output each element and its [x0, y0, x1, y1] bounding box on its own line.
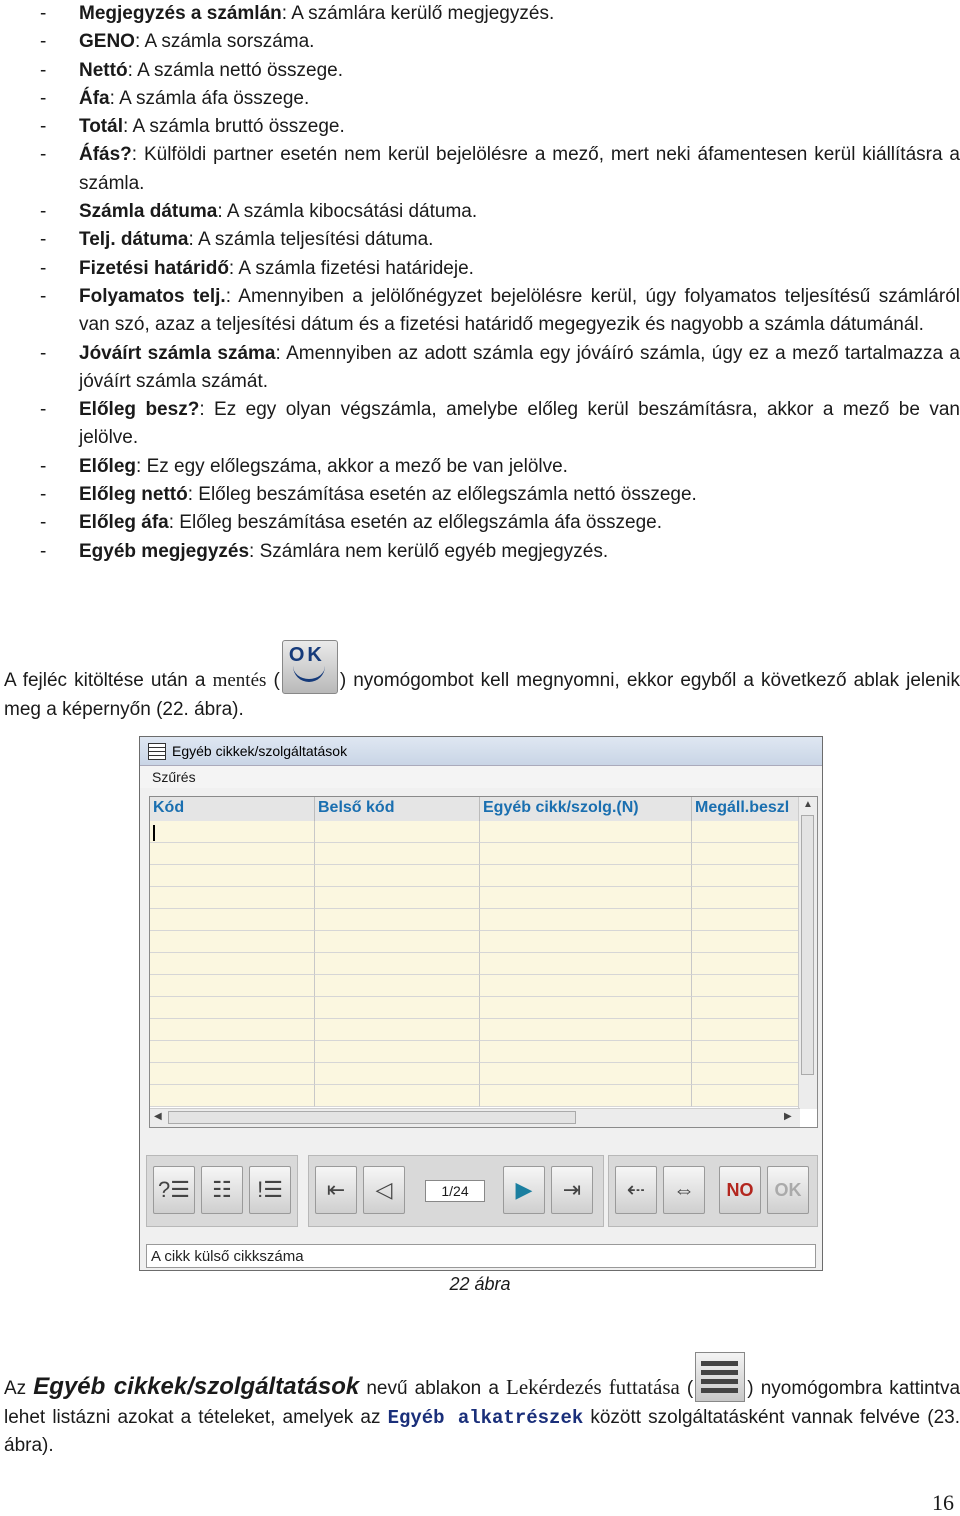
table-cell[interactable] — [150, 997, 315, 1019]
toolbar-group-navigation — [308, 1155, 604, 1227]
next-record-button[interactable]: ▶ — [503, 1166, 545, 1214]
table-cell[interactable] — [150, 1019, 315, 1041]
scroll-up-icon[interactable]: ▲ — [803, 799, 813, 810]
list-item-desc: : A számla bruttó összege. — [122, 116, 345, 138]
table-row[interactable] — [150, 1063, 800, 1085]
query-info-button[interactable]: !☰ — [249, 1166, 291, 1214]
table-cell[interactable] — [480, 1019, 692, 1041]
delete-row-button[interactable]: ⇠ — [615, 1166, 657, 1214]
table-cell[interactable] — [480, 887, 692, 909]
list-item-desc: : A számla fizetési határideje. — [228, 257, 474, 279]
table-row[interactable] — [150, 1085, 800, 1107]
list-dash: - — [40, 229, 47, 251]
table-row[interactable] — [150, 997, 800, 1019]
window-titlebar[interactable] — [140, 737, 822, 766]
list-item-desc: : Ez egy előlegszáma, akkor a mező be van jelölve. — [136, 455, 568, 477]
list-item-text — [79, 226, 960, 254]
list-dash: - — [40, 399, 47, 421]
menu-filter[interactable]: Szűrés — [152, 769, 196, 785]
table-cell[interactable] — [692, 1041, 800, 1063]
record-counter: 1/24 — [425, 1180, 485, 1202]
scroll-left-icon[interactable]: ◀ — [154, 1111, 162, 1122]
list-item — [40, 57, 960, 85]
list-item — [40, 283, 960, 340]
list-dash: - — [40, 484, 47, 506]
list-dash: - — [40, 285, 47, 307]
list-item — [40, 453, 960, 481]
para2-window-name: Egyéb cikkek/szolgáltatások — [33, 1373, 360, 1400]
text-cursor — [153, 825, 155, 841]
ok-save-icon — [282, 640, 338, 694]
table-cell[interactable] — [150, 953, 315, 975]
table-cell[interactable] — [315, 997, 480, 1019]
para1-serif-word: mentés — [212, 670, 267, 691]
other-items-window — [139, 736, 823, 1271]
list-dash: - — [40, 257, 47, 279]
paragraph-query-instruction — [4, 1352, 960, 1461]
list-item-term: GENO — [79, 31, 135, 53]
column-header-item-name[interactable]: Egyéb cikk/szolg.(N) — [480, 797, 692, 821]
table-cell[interactable] — [315, 865, 480, 887]
list-item-term: Totál — [79, 116, 123, 138]
table-row[interactable] — [150, 821, 800, 843]
list-item-term: Nettó — [79, 59, 128, 81]
list-item-text — [79, 0, 960, 28]
table-cell[interactable] — [150, 821, 315, 843]
list-item-text — [79, 57, 960, 85]
table-cell[interactable] — [480, 865, 692, 887]
definition-list — [40, 0, 960, 566]
table-cell[interactable] — [480, 821, 692, 843]
table-cell[interactable] — [480, 975, 692, 997]
window-toolbar — [146, 1155, 818, 1227]
list-item-text — [79, 509, 960, 537]
list-item-text — [79, 28, 960, 56]
list-item — [40, 141, 960, 198]
items-grid[interactable] — [149, 796, 818, 1128]
para2-text-middle: nevű ablakon a — [359, 1378, 507, 1399]
table-cell[interactable] — [150, 843, 315, 865]
list-item-text — [79, 283, 960, 340]
query-help-button[interactable]: ?☰ — [153, 1166, 195, 1214]
table-cell[interactable] — [315, 931, 480, 953]
list-item — [40, 226, 960, 254]
list-item — [40, 28, 960, 56]
para2-run-query-phrase: Lekérdezés futtatása — [506, 1375, 680, 1399]
table-cell[interactable] — [692, 887, 800, 909]
list-dash: - — [40, 201, 47, 223]
para2-paren-open: ( — [679, 1378, 694, 1399]
list-item-desc: : A számla teljesítési dátuma. — [188, 229, 434, 251]
list-item-term: Megjegyzés a számlán — [79, 3, 282, 24]
list-item-desc: : Amennyiben a jelölőnégyzet bejelölésre kerül, úgy folyamatos teljesítésű számláról van szó, azaz a teljesítési dátum és a fizetési határidő megegyezik és nagyobb a számla dátumánál. — [79, 285, 960, 336]
scroll-right-icon[interactable]: ▶ — [784, 1111, 792, 1122]
table-cell[interactable] — [692, 1063, 800, 1085]
list-item-desc: : Külföldi partner esetén nem kerül bejelölésre a mező, mert neki áfamentesen kerül kiállításra a számla. — [79, 144, 960, 194]
list-item — [40, 481, 960, 509]
list-item-text — [79, 340, 960, 397]
paragraph-save-instruction — [4, 640, 960, 724]
toolbar-group-actions — [608, 1155, 818, 1227]
table-row[interactable] — [150, 887, 800, 909]
table-cell[interactable] — [315, 1041, 480, 1063]
table-cell[interactable] — [480, 1063, 692, 1085]
vertical-scroll-thumb[interactable] — [801, 815, 814, 1075]
table-cell[interactable] — [692, 865, 800, 887]
para1-text-end: ) nyomógombot kell megnyomni, ekkor egyből a következő ablak jelenik meg a képernyőn (22. ábra). — [4, 670, 960, 720]
list-item-text — [79, 538, 960, 566]
table-cell[interactable] — [692, 1019, 800, 1041]
list-dash: - — [40, 342, 47, 364]
horizontal-scroll-thumb[interactable] — [168, 1111, 576, 1124]
table-cell[interactable] — [150, 909, 315, 931]
list-dash: - — [40, 512, 47, 534]
table-row[interactable] — [150, 1041, 800, 1063]
table-cell[interactable] — [150, 931, 315, 953]
list-item — [40, 396, 960, 453]
table-cell[interactable] — [315, 1085, 480, 1107]
window-menubar — [140, 766, 822, 788]
table-cell[interactable] — [315, 909, 480, 931]
window-title: Egyéb cikkek/szolgáltatások — [172, 743, 348, 759]
para2-text-end: között szolgáltatásként vannak felvéve (23. ábra). — [4, 1406, 960, 1456]
ok-button-disabled[interactable]: OK — [767, 1166, 809, 1214]
table-row[interactable] — [150, 931, 800, 953]
table-row[interactable] — [150, 843, 800, 865]
window-app-icon — [148, 743, 166, 760]
table-cell[interactable] — [315, 887, 480, 909]
table-cell[interactable] — [480, 1085, 692, 1107]
list-dash: - — [40, 59, 47, 81]
list-item-desc: : Számlára nem kerülő egyéb megjegyzés. — [249, 540, 609, 562]
table-cell[interactable] — [480, 997, 692, 1019]
list-item-text — [79, 396, 960, 453]
table-cell[interactable] — [150, 887, 315, 909]
list-item-desc: : Amennyiben az adott számla egy jóváíró számla, úgy ez a mező tartalmazza a jóváírt számla számát. — [79, 342, 960, 392]
table-cell[interactable] — [692, 909, 800, 931]
list-item — [40, 340, 960, 397]
table-cell[interactable] — [692, 1085, 800, 1107]
table-cell[interactable] — [150, 975, 315, 997]
list-dash: - — [40, 3, 47, 24]
table-cell[interactable] — [480, 953, 692, 975]
list-dash: - — [40, 144, 47, 166]
table-cell[interactable] — [315, 821, 480, 843]
table-cell[interactable] — [692, 997, 800, 1019]
grid-header — [150, 797, 800, 821]
run-query-icon — [695, 1352, 745, 1402]
list-item-term: Előleg — [79, 455, 137, 477]
table-row[interactable] — [150, 909, 800, 931]
list-item-term: Telj. dátuma — [79, 229, 189, 251]
table-row[interactable] — [150, 975, 800, 997]
list-item-term: Áfás? — [79, 144, 132, 166]
list-item-text — [79, 113, 960, 141]
list-item-term: Előleg nettó — [79, 484, 188, 506]
list-item-text — [79, 85, 960, 113]
table-cell[interactable] — [150, 865, 315, 887]
list-item — [40, 509, 960, 537]
toolbar-group-query — [146, 1155, 298, 1227]
table-cell[interactable] — [692, 931, 800, 953]
list-item — [40, 0, 960, 28]
vertical-scrollbar[interactable] — [798, 797, 817, 1109]
list-dash: - — [40, 116, 47, 138]
list-item-desc: : A számla kibocsátási dátuma. — [217, 201, 478, 223]
para1-text-start: A fejléc kitöltése után a — [4, 670, 213, 691]
list-dash: - — [40, 540, 47, 562]
column-header-code[interactable]: Kód — [150, 797, 315, 821]
last-record-button[interactable]: ⇥ — [551, 1166, 593, 1214]
list-item-term: Folyamatos telj. — [79, 285, 226, 307]
list-item — [40, 113, 960, 141]
table-cell[interactable] — [480, 909, 692, 931]
figure-caption: 22 ábra — [449, 1274, 511, 1294]
list-item-term: Áfa — [79, 87, 110, 109]
table-cell[interactable] — [692, 975, 800, 997]
table-cell[interactable] — [692, 821, 800, 843]
table-cell[interactable] — [480, 843, 692, 865]
table-cell[interactable] — [315, 953, 480, 975]
table-cell[interactable] — [315, 843, 480, 865]
list-item-desc: : Ez egy olyan végszámla, amelybe előleg kerül beszámításra, akkor a mező be van jelölve. — [79, 399, 960, 449]
table-row[interactable] — [150, 1019, 800, 1041]
table-cell[interactable] — [692, 953, 800, 975]
list-item-text — [79, 141, 960, 198]
list-item-term: Egyéb megjegyzés — [79, 540, 250, 562]
list-item-desc: : A számla sorszáma. — [134, 31, 315, 53]
table-row[interactable] — [150, 953, 800, 975]
column-header-stop-purchase[interactable]: Megáll.beszl — [692, 797, 800, 821]
status-bar: A cikk külső cikkszáma — [146, 1244, 816, 1268]
insert-row-button[interactable]: ⇔ — [663, 1166, 705, 1214]
list-item — [40, 255, 960, 283]
table-row[interactable] — [150, 865, 800, 887]
run-query-button[interactable]: ☷ — [201, 1166, 243, 1214]
para2-text-continue: ) nyomógombra kattintva lehet listázni azokat a tételeket, amelyek az — [4, 1378, 960, 1428]
list-item-desc: : Előleg beszámítása esetén az előlegszámla nettó összege. — [187, 484, 697, 506]
list-dash: - — [40, 455, 47, 477]
previous-record-button[interactable]: ◁ — [363, 1166, 405, 1214]
ok-icon-label: OK — [288, 644, 325, 666]
table-cell[interactable] — [150, 1085, 315, 1107]
list-item-term: Jóváírt számla száma — [79, 342, 276, 364]
list-item-term: Előleg besz? — [79, 399, 200, 421]
list-item-term: Előleg áfa — [79, 512, 169, 534]
list-item-term: Fizetési határidő — [79, 257, 229, 279]
column-header-internal-code[interactable]: Belső kód — [315, 797, 480, 821]
horizontal-scrollbar[interactable] — [150, 1108, 800, 1127]
para1-paren-open: ( — [266, 670, 280, 691]
list-item-text — [79, 481, 960, 509]
list-item-desc: : A számlára kerülő megjegyzés. — [281, 3, 555, 24]
table-cell[interactable] — [315, 975, 480, 997]
list-item-text — [79, 255, 960, 283]
table-cell[interactable] — [150, 1063, 315, 1085]
table-cell[interactable] — [315, 1019, 480, 1041]
list-dash: - — [40, 87, 47, 109]
list-item-desc: : A számla áfa összege. — [109, 87, 310, 109]
table-cell[interactable] — [692, 843, 800, 865]
list-item — [40, 198, 960, 226]
list-item — [40, 85, 960, 113]
list-item — [40, 538, 960, 566]
first-record-button[interactable]: ⇤ — [315, 1166, 357, 1214]
list-item-text — [79, 198, 960, 226]
para2-other-parts-phrase: Egyéb alkatrészek — [387, 1406, 584, 1429]
page-number: 16 — [932, 1490, 954, 1515]
para2-text-start: Az — [4, 1378, 34, 1399]
table-cell[interactable] — [315, 1063, 480, 1085]
list-item-term: Számla dátuma — [79, 201, 218, 223]
list-item-desc: : Előleg beszámítása esetén az előlegszámla áfa összege. — [168, 512, 662, 534]
list-dash: - — [40, 31, 47, 53]
table-cell[interactable] — [480, 931, 692, 953]
cancel-no-button[interactable]: NO — [719, 1166, 761, 1214]
table-cell[interactable] — [480, 1041, 692, 1063]
table-cell[interactable] — [150, 1041, 315, 1063]
list-item-text — [79, 453, 960, 481]
list-item-desc: : A számla nettó összege. — [127, 59, 344, 81]
